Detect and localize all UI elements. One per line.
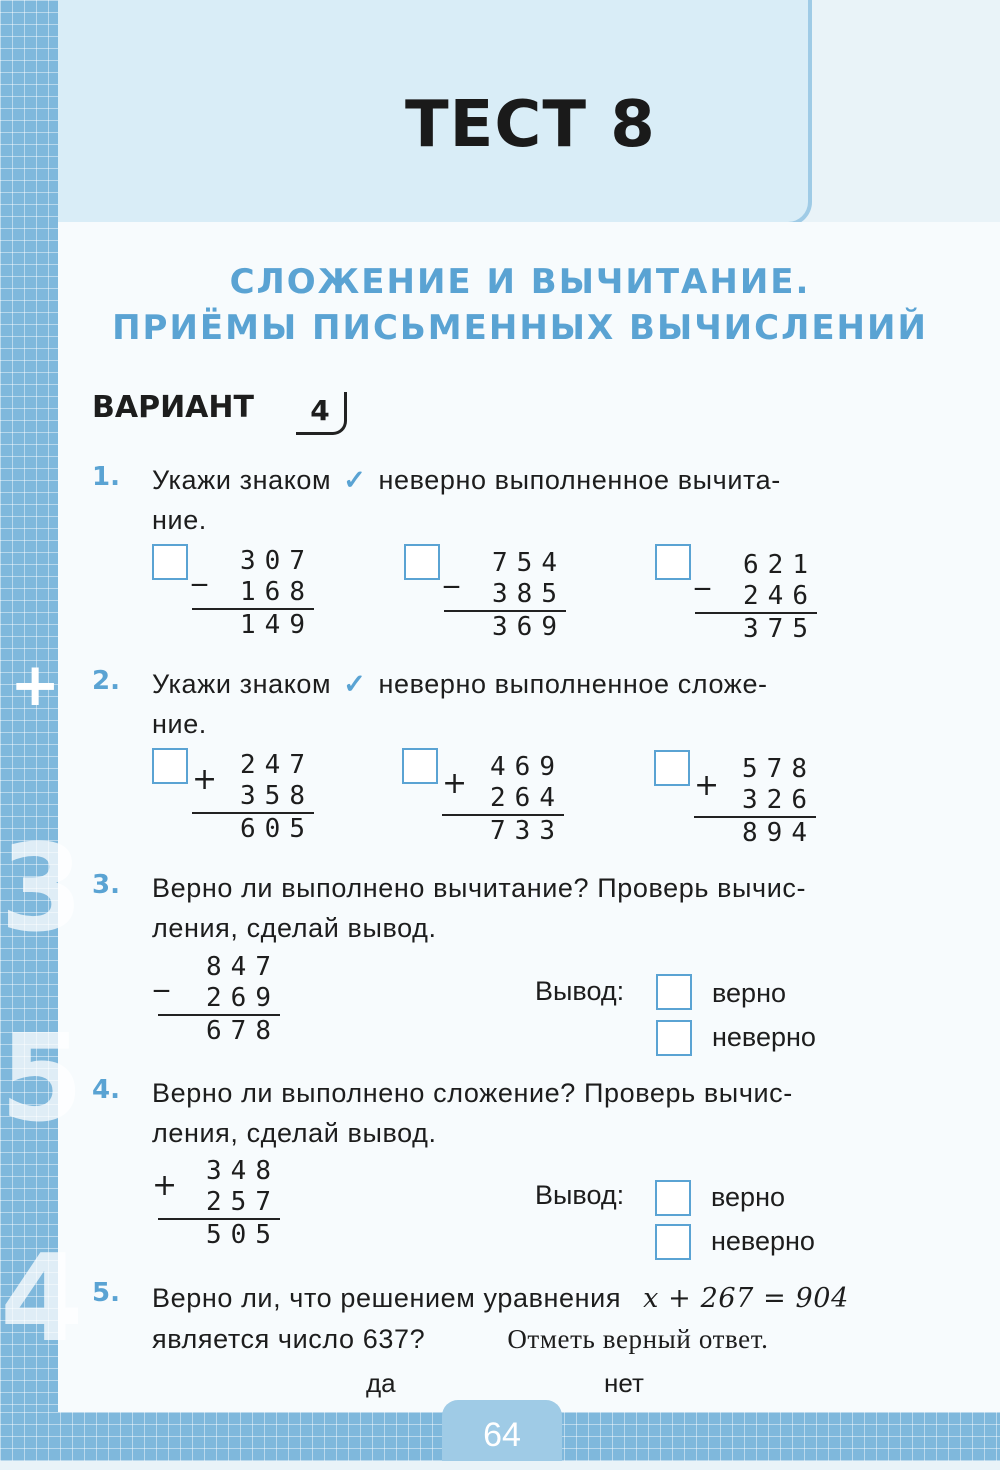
conclusion-label: Вывод: xyxy=(535,976,625,1006)
task-text: Верно ли, что решением уравнения x + 267 = 904 является число 637? Отметь верный ответ. xyxy=(152,1283,849,1354)
answer-checkbox[interactable] xyxy=(152,544,188,580)
plus-sign: + xyxy=(192,762,218,797)
task-text: Укажи знаком ✓ неверно выполненное вычита- ние. xyxy=(152,465,781,535)
minus-sign: _ xyxy=(695,556,710,591)
answer-no-option[interactable]: нет xyxy=(604,1368,644,1398)
page-number: 64 xyxy=(442,1400,562,1461)
digit-decor-icon: 4 xyxy=(0,1230,84,1369)
task-number: 3. xyxy=(92,870,120,900)
answer-checkbox[interactable] xyxy=(152,748,188,784)
column-calculation: 307 168 149 xyxy=(192,546,314,641)
checkmark-icon: ✓ xyxy=(343,465,367,495)
plus-decor-icon: + xyxy=(10,650,61,720)
minus-sign: _ xyxy=(192,552,207,587)
minus-sign: _ xyxy=(154,958,169,993)
false-checkbox[interactable] xyxy=(655,1224,691,1260)
variant-label: ВАРИАНТ xyxy=(92,390,254,425)
column-calculation: 578 326 894 xyxy=(694,754,816,849)
option-false-label: неверно xyxy=(711,1226,815,1256)
instruction-text: Отметь верный ответ. xyxy=(507,1324,769,1354)
column-calculation: 847 269 678 xyxy=(158,952,280,1047)
answer-checkbox[interactable] xyxy=(404,544,440,580)
test-title: ТЕСТ 8 xyxy=(405,88,656,162)
topic-title-line2: ПРИЁМЫ ПИСЬМЕННЫХ ВЫЧИСЛЕНИЙ xyxy=(112,308,928,348)
answer-checkbox[interactable] xyxy=(654,750,690,786)
column-calculation: 754 385 369 xyxy=(444,548,566,643)
task-number: 2. xyxy=(92,666,120,696)
task-text: Укажи знаком ✓ неверно выполненное сложе- ние. xyxy=(152,669,768,739)
column-calculation: 469 264 733 xyxy=(442,752,564,847)
column-calculation: 348 257 505 xyxy=(158,1156,280,1251)
plus-sign: + xyxy=(152,1168,178,1203)
answer-yes-option[interactable]: да xyxy=(366,1368,396,1398)
option-true-label: верно xyxy=(711,1182,785,1212)
true-checkbox[interactable] xyxy=(655,1180,691,1216)
column-calculation: 247 358 605 xyxy=(192,750,314,845)
plus-sign: + xyxy=(694,768,720,803)
checkmark-icon: ✓ xyxy=(343,669,367,699)
task-number: 4. xyxy=(92,1075,120,1105)
topic-title-line1: СЛОЖЕНИЕ И ВЫЧИТАНИЕ. xyxy=(229,262,811,302)
plus-sign: + xyxy=(442,766,468,801)
task-text: Верно ли выполнено вычитание? Проверь вычис- ления, сделай вывод. xyxy=(152,873,807,943)
decorative-side-strip xyxy=(0,0,84,1461)
option-true-label: верно xyxy=(712,978,786,1008)
column-calculation: 621 246 375 xyxy=(695,550,817,645)
task-number: 5. xyxy=(92,1278,120,1308)
conclusion-label: Вывод: xyxy=(535,1180,625,1210)
answer-checkbox[interactable] xyxy=(402,748,438,784)
true-checkbox[interactable] xyxy=(656,974,692,1010)
digit-decor-icon: 3 xyxy=(0,820,84,959)
task-number: 1. xyxy=(92,462,120,492)
minus-sign: _ xyxy=(444,554,459,589)
false-checkbox[interactable] xyxy=(656,1020,692,1056)
equation: x + 267 = 904 xyxy=(643,1283,849,1314)
variant-number: 4 xyxy=(296,392,347,435)
option-false-label: неверно xyxy=(712,1022,816,1052)
answer-checkbox[interactable] xyxy=(655,544,691,580)
task-text: Верно ли выполнено сложение? Проверь вычис- ления, сделай вывод. xyxy=(152,1078,793,1148)
digit-decor-icon: 5 xyxy=(0,1010,84,1149)
